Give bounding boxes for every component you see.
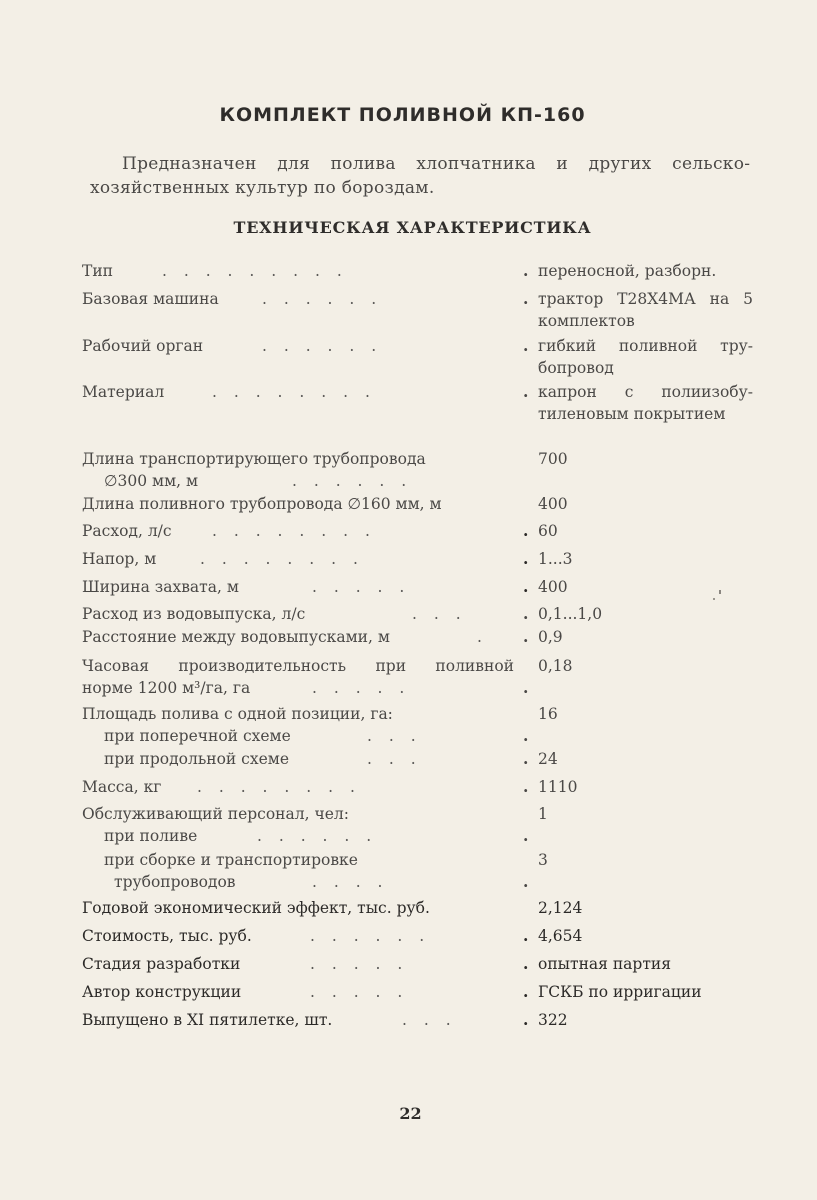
leader-end-dot: . (523, 726, 529, 745)
spec-label: при продольной схеме (104, 750, 290, 768)
leader-end-dot: . (523, 382, 529, 401)
spec-label-line2: норме 1200 м³/га, га (82, 679, 251, 697)
leader-dots: . . . . . . (262, 337, 383, 355)
spec-label: Стадия разработки (82, 955, 241, 973)
spec-value: 322 (538, 1011, 568, 1029)
spec-label: Расход, л/с (82, 522, 172, 540)
leader-dots: . . . (412, 605, 467, 623)
spec-value: 1110 (538, 778, 578, 796)
leader-dots: . . . . . . . . (212, 383, 376, 401)
leader-end-dot: . (523, 521, 529, 540)
spec-label-line1: Обслуживающий персонал, чел: (82, 805, 349, 823)
spec-value: трактор Т28Х4МА на 5 комплектов (538, 290, 753, 330)
leader-end-dot: . (523, 749, 529, 768)
leader-dots: . . . (367, 750, 422, 768)
spec-value: переносной, разборн. (538, 262, 717, 280)
spec-label-line2: при поливе (104, 827, 198, 845)
intro-paragraph: Предназначен для полива хлопчатника и других сельскохозяйственных культур по бороздам. (90, 154, 750, 198)
leader-end-dot: . (523, 954, 529, 973)
leader-end-dot: . (523, 777, 529, 796)
leader-end-dot: . (523, 678, 529, 697)
spec-value: 24 (538, 750, 558, 768)
spec-value: 0,9 (538, 628, 563, 646)
leader-end-dot: . (523, 577, 529, 596)
spec-value: 1 (538, 805, 548, 823)
leader-dots: . . . . (312, 873, 389, 891)
leader-dots: . . . (402, 1011, 457, 1029)
spec-label: Стоимость, тыс. руб. (82, 927, 252, 945)
leader-end-dot: . (523, 926, 529, 945)
spec-label: Материал (82, 383, 165, 401)
spec-label: Масса, кг (82, 778, 162, 796)
paper-speck (719, 590, 721, 594)
paper-speck (713, 598, 715, 600)
spec-label: Автор конструкции (82, 983, 242, 1001)
spec-value: 0,18 (538, 657, 573, 675)
spec-value: 4,654 (538, 927, 583, 945)
section-title: ТЕХНИЧЕСКАЯ ХАРАКТЕРИСТИКА (233, 218, 592, 237)
spec-label: Тип (82, 262, 113, 280)
leader-dots: . . . . . . (257, 827, 378, 845)
spec-value: ГСКБ по ирригации (538, 983, 702, 1001)
spec-label: Рабочий орган (82, 337, 204, 355)
leader-dots: . (477, 628, 488, 646)
leader-end-dot: . (523, 549, 529, 568)
spec-label: Базовая машина (82, 290, 219, 308)
leader-dots: . . . . . . . . (200, 550, 364, 568)
spec-label: Расстояние между водовыпусками, м (82, 628, 390, 646)
leader-end-dot: . (523, 826, 529, 845)
spec-value: 0,1...1,0 (538, 605, 603, 623)
spec-value: 2,124 (538, 899, 583, 917)
leader-end-dot: . (523, 289, 529, 308)
spec-value: 700 (538, 450, 568, 468)
spec-label (82, 655, 514, 677)
spec-value: 400 (538, 495, 568, 513)
spec-label-line1: Площадь полива с одной позиции, га: (82, 705, 393, 723)
leader-end-dot: . (523, 261, 529, 280)
leader-dots: . . . . . . . . . (162, 262, 348, 280)
leader-end-dot: . (523, 1010, 529, 1029)
leader-dots: . . . (367, 727, 422, 745)
leader-dots: . . . . . (310, 983, 409, 1001)
spec-label-line2: при поперечной схеме (104, 727, 291, 745)
spec-label: Выпущено в XI пятилетке, шт. (82, 1011, 333, 1029)
spec-value: капрон с полиизобутиленовым покрытием (538, 383, 753, 423)
leader-end-dot: . (523, 627, 529, 646)
leader-dots: . . . . . . (292, 472, 413, 490)
spec-value: 60 (538, 522, 558, 540)
spec-label: Напор, м (82, 550, 157, 568)
leader-dots: . . . . . (312, 578, 411, 596)
leader-dots: . . . . . . . . (212, 522, 376, 540)
spec-value: опытная партия (538, 955, 672, 973)
spec-label-line1: Длина транспортирующего трубопровода (82, 450, 426, 468)
leader-dots: . . . . . (310, 955, 409, 973)
spec-value: 16 (538, 705, 558, 723)
spec-label (82, 703, 522, 747)
spec-value: 1...3 (538, 550, 573, 568)
leader-dots: . . . . . (312, 679, 411, 697)
spec-label-line2: трубопроводов (114, 873, 236, 891)
spec-label: Ширина захвата, м (82, 578, 239, 596)
spec-label: Расход из водовыпуска, л/с (82, 605, 306, 623)
spec-value: гибкий поливной трубопровод (538, 337, 753, 377)
leader-dots: . . . . . . (310, 927, 431, 945)
page-number: 22 (399, 1104, 422, 1123)
leader-end-dot: . (523, 604, 529, 623)
page-title: КОМПЛЕКТ ПОЛИВНОЙ КП-160 (219, 104, 586, 126)
leader-dots: . . . . . . (262, 290, 383, 308)
spec-value: 3 (538, 851, 548, 869)
spec-label-line2: ∅300 мм, м (104, 472, 199, 490)
spec-value: 400 (538, 578, 568, 596)
spec-label: Годовой экономический эффект, тыс. руб. (82, 899, 430, 917)
spec-label-line1: при сборке и транспортировке (104, 851, 358, 869)
leader-end-dot: . (523, 872, 529, 891)
spec-label: Длина поливного трубопровода ∅160 мм, м (82, 495, 442, 513)
leader-end-dot: . (523, 336, 529, 355)
leader-dots: . . . . . . . . (197, 778, 361, 796)
leader-end-dot: . (523, 982, 529, 1001)
spec-label-line1: Часовая производительность при поливной (82, 657, 514, 675)
